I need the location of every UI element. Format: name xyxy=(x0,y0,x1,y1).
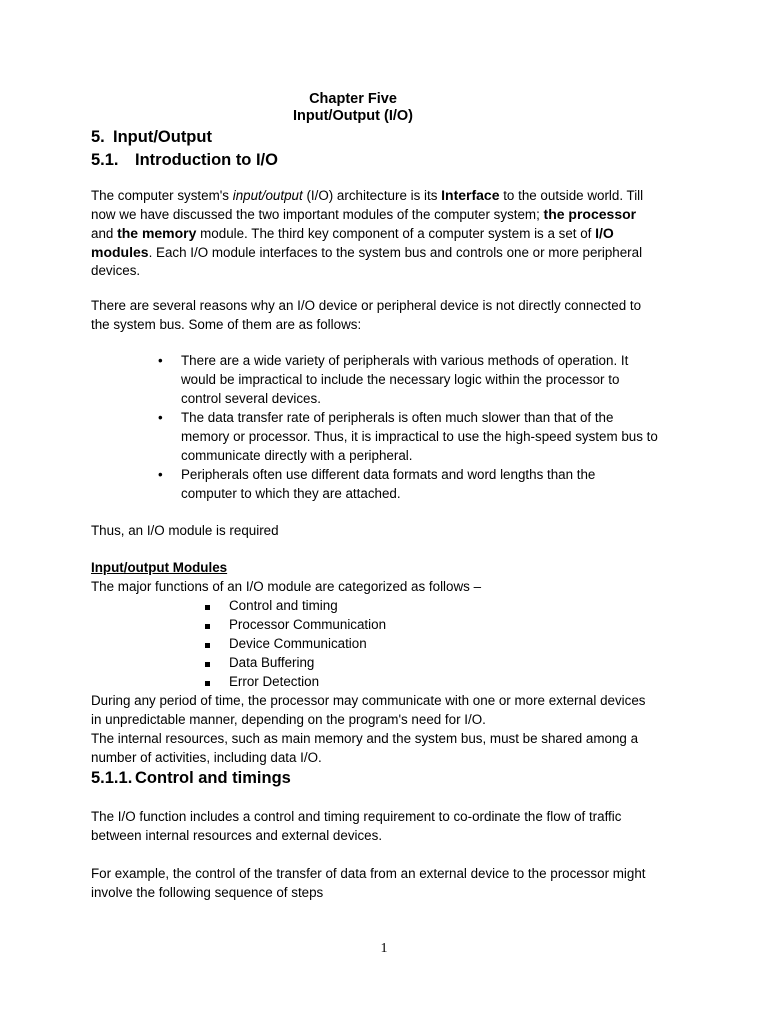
para3-line1: During any period of time, the processor may communicate with one or more external devices xyxy=(91,693,646,708)
heading-input-output xyxy=(91,128,212,147)
square-bullet-icon xyxy=(205,681,210,686)
para1-line1: The computer system's input/output (I/O) architecture is its Interface to the outside world. Till xyxy=(91,187,644,203)
heading-text: Control and timings xyxy=(135,769,291,787)
para2-line2: the system bus. Some of them are as follows: xyxy=(91,317,362,332)
square-bullet-icon xyxy=(205,662,210,667)
heading-introduction xyxy=(91,151,278,170)
square-bullet-icon xyxy=(205,605,210,610)
document-page: Chapter Five Input/Output (I/O) 5. Input/Output 5.1. Introduction to I/O The computer system's input/output (I/O) architecture is its Interface to the outside world. Till now we have discussed the two important modules of the computer system; the processor and the memory module. The third key component of a computer system is a set of I/O modules. Each I/O module interfaces to the system bus and controls one or more peripheral devices. There are several reasons why an I/O device or peripheral device is not directly connected to the system bus. Some of them are as follows: • There are a wide variety of peripherals with various methods of operation. It would be impractical to include the necessary logic within the processor to control several devices. • The data transfer rate of peripherals is often much slower than that of the memory or processor. Thus, it is impractical to use the high-speed system bus to communicate directly with a peripheral. • Peripherals often use different data formats and word lengths than the computer to which they are attached. Thus, an I/O module is required Input/output Modules The major functions of an I/O module are categorized as follows – Control and timing Processor Communication Device Communication Data Buffering Error Detection During any period of time, the processor may communicate with one or more external devices in unpredictable manner, depending on the program's need for I/O. The internal resources, such as main memory and the system bus, must be shared among a number of activities, including data I/O. 5.1.1. Control and timings The I/O function includes a control and timing requirement to co-ordinate the flow of traffic between internal resources and external devices. For example, the control of the transfer of data from an external device to the processor might involve the following sequence of steps 1 xyxy=(0,0,768,1024)
modules-intro: The major functions of an I/O module are categorized as follows – xyxy=(91,579,482,594)
para1-line5: devices. xyxy=(91,263,141,278)
heading-number: 5.1. xyxy=(91,151,119,169)
para5-line1: For example, the control of the transfer of data from an external device to the processor might xyxy=(91,866,646,881)
conclusion-text: Thus, an I/O module is required xyxy=(91,523,279,538)
para3-line3: The internal resources, such as main memory and the system bus, must be shared among a xyxy=(91,731,639,746)
para1-line3: and the memory module. The third key component of a computer system is a set of I/O xyxy=(91,225,614,241)
para1-line2: now we have discussed the two important modules of the computer system; the processor xyxy=(91,206,637,222)
modules-heading: Input/output Modules xyxy=(91,560,228,575)
para1-line4: modules. Each I/O module interfaces to the system bus and controls one or more peripheral xyxy=(91,244,643,260)
para4-line2: between internal resources and external devices. xyxy=(91,828,383,843)
chapter-title: Chapter Five xyxy=(309,91,397,107)
heading-number: 5.1.1. xyxy=(91,769,133,787)
page-number: 1 xyxy=(380,941,388,956)
heading-control-timings xyxy=(91,769,291,788)
bullet-icon: • xyxy=(158,467,163,482)
heading-number: 5. xyxy=(91,128,105,146)
bullet-icon: • xyxy=(158,410,163,425)
para3-line4: number of activities, including data I/O. xyxy=(91,750,322,765)
bullet-icon: • xyxy=(158,353,163,368)
chapter-subtitle: Input/Output (I/O) xyxy=(293,108,413,124)
para5-line2: involve the following sequence of steps xyxy=(91,885,324,900)
para4-line1: The I/O function includes a control and timing requirement to co-ordinate the flow of traffic xyxy=(91,809,622,824)
square-bullet-icon xyxy=(205,624,210,629)
para3-line2: in unpredictable manner, depending on the program's need for I/O. xyxy=(91,712,486,727)
para2-line1: There are several reasons why an I/O device or peripheral device is not directly connected to xyxy=(91,298,642,313)
square-bullet-icon xyxy=(205,643,210,648)
heading-text: Input/Output xyxy=(113,128,212,146)
heading-text: Introduction to I/O xyxy=(135,151,278,169)
